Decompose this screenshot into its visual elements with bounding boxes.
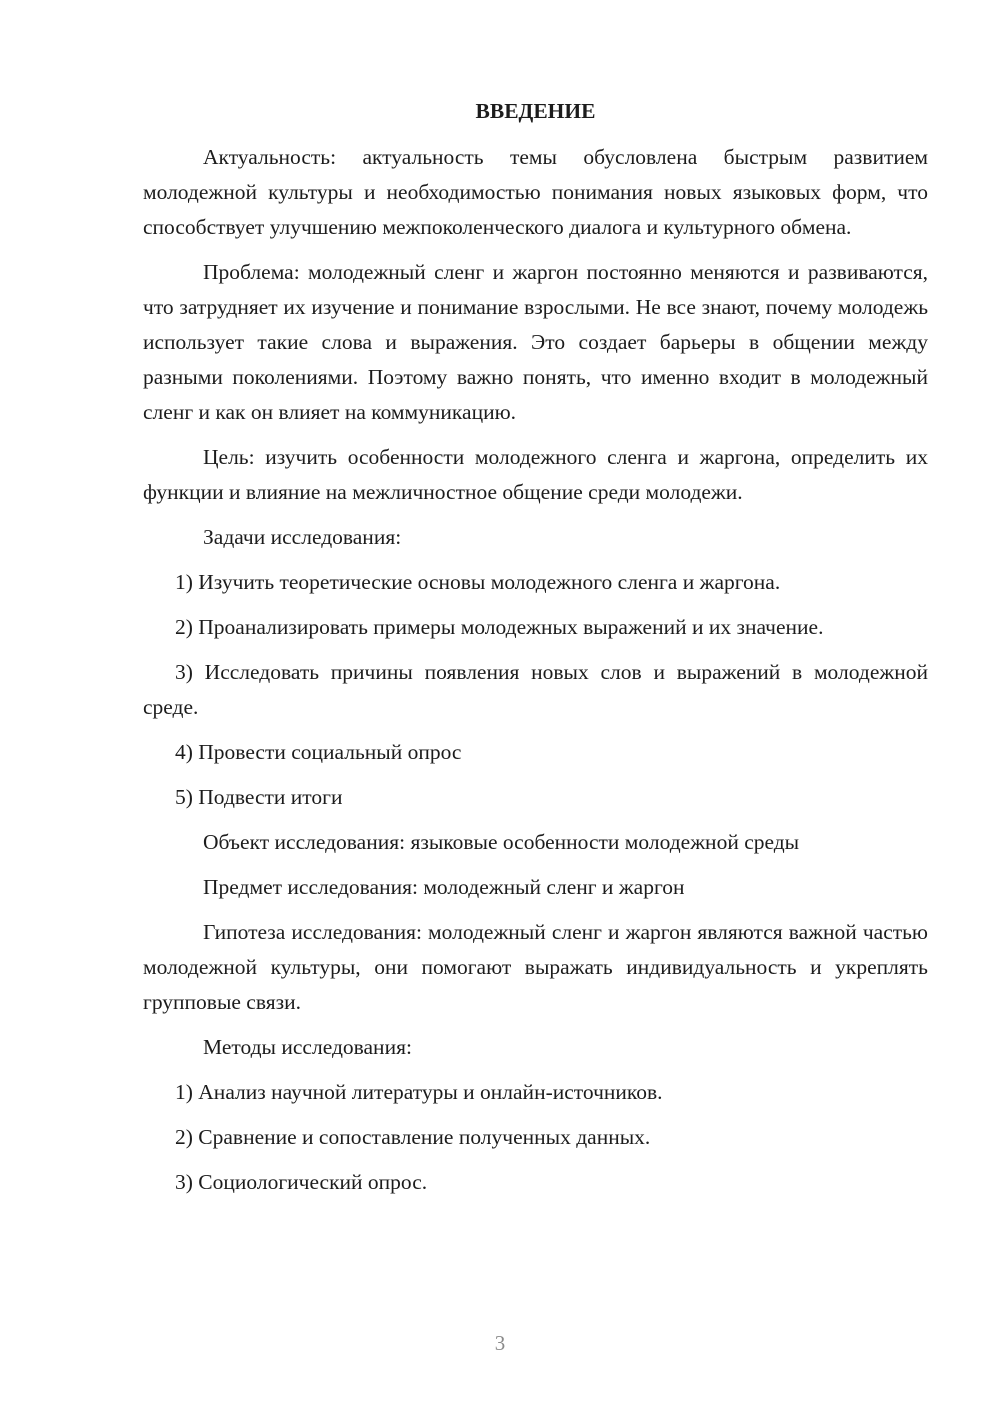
document-page bbox=[143, 96, 928, 1210]
task-item: 2) Проанализировать примеры молодежных выражений и их значение. bbox=[175, 615, 824, 639]
subject-paragraph: Предмет исследования: молодежный сленг и жаргон bbox=[203, 875, 685, 899]
page-number: 3 bbox=[494, 1331, 506, 1355]
task-item: 1) Изучить теоретические основы молодежного сленга и жаргона. bbox=[175, 570, 781, 594]
problem-paragraph: Проблема: молодежный сленг и жаргон постоянно меняются и развиваются, что затрудняет их изучение и понимание взрослыми. Не все знают, почему молодежь использует такие слова и выражения. Это создает барьеры в общении между разными поколениями. Поэтому важно понять, что именно входит в молодежный сленг и как он влияет на коммуникацию. bbox=[143, 260, 928, 424]
method-item: 2) Сравнение и сопоставление полученных данных. bbox=[175, 1125, 651, 1149]
task-item: 4) Провести социальный опрос bbox=[175, 740, 462, 764]
task-item: 3) Исследовать причины появления новых слов и выражений в молодежной среде. bbox=[143, 660, 928, 719]
task-item: 5) Подвести итоги bbox=[175, 785, 343, 809]
tasks-heading: Задачи исследования: bbox=[203, 525, 402, 549]
methods-heading: Методы исследования: bbox=[203, 1035, 412, 1059]
relevance-paragraph: Актуальность: актуальность темы обусловлена быстрым развитием молодежной культуры и необходимостью понимания новых языковых форм, что способствует улучшению межпоколенческого диалога и культурного обмена. bbox=[143, 145, 928, 239]
goal-paragraph: Цель: изучить особенности молодежного сленга и жаргона, определить их функции и влияние на межличностное общение среди молодежи. bbox=[143, 445, 928, 504]
object-paragraph: Объект исследования: языковые особенности молодежной среды bbox=[203, 830, 800, 854]
method-item: 1) Анализ научной литературы и онлайн-источников. bbox=[175, 1080, 663, 1104]
page-title: ВВЕДЕНИЕ bbox=[475, 99, 596, 123]
hypothesis-paragraph: Гипотеза исследования: молодежный сленг и жаргон являются важной частью молодежной культуры, они помогают выражать индивидуальность и укреплять групповые связи. bbox=[143, 920, 928, 1014]
method-item: 3) Социологический опрос. bbox=[175, 1170, 428, 1194]
